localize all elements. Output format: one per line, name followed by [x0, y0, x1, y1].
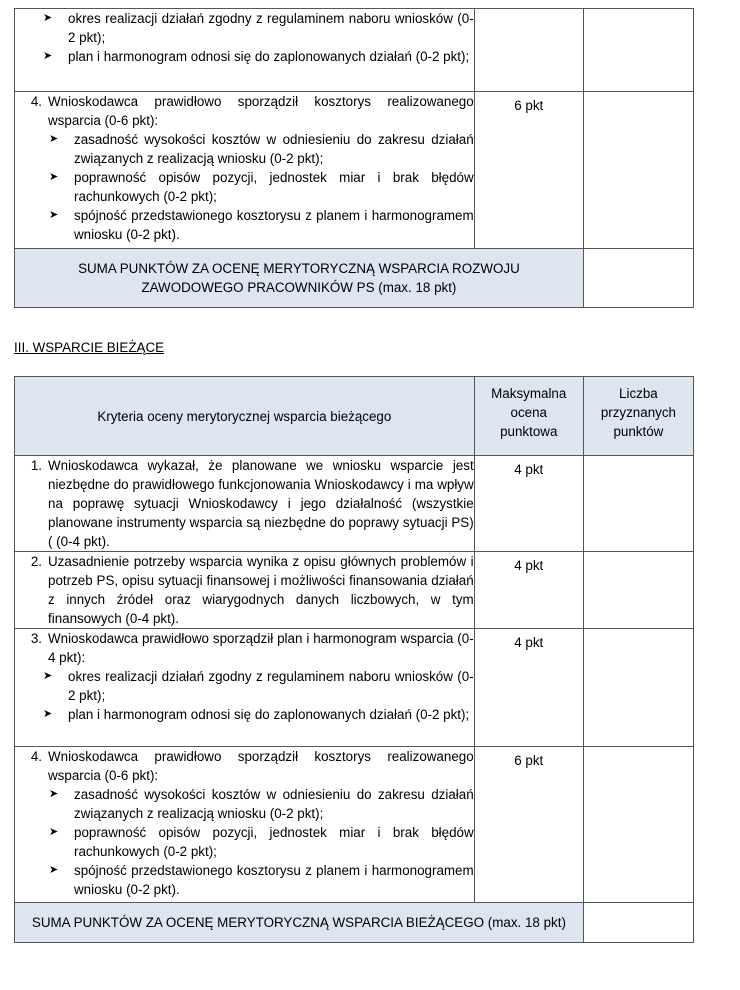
table-row: [15, 9, 694, 92]
list-item: [43, 667, 474, 705]
criterion-item: [15, 92, 474, 130]
awarded-points-cell[interactable]: [583, 629, 693, 747]
bullet-text: zasadność wysokości kosztów w odniesieniu do zakresu działań związanych z realizacją wniosku (0-2 pkt);: [74, 787, 474, 821]
bullet-text: plan i harmonogram odnosi się do zaplonowanych działań (0-2 pkt);: [68, 707, 470, 722]
table-row: [15, 92, 694, 249]
points-cell: 4 pkt: [474, 552, 583, 629]
criterion-item: [15, 747, 474, 785]
bullet-text: plan i harmonogram odnosi się do zaplonowanych działań (0-2 pkt);: [68, 49, 470, 64]
arrow-bullet-icon: ➤: [43, 12, 53, 24]
criteria-cell: [15, 629, 475, 747]
points-cell: 6 pkt: [474, 92, 583, 249]
criteria-cell: [15, 747, 475, 903]
criteria-table-current: [14, 376, 694, 943]
points-cell: 4 pkt: [474, 456, 583, 552]
header-max-points: [474, 377, 583, 456]
bullet-text: zasadność wysokości kosztów w odniesieniu do zakresu działań związanych z realizacją wniosku (0-2 pkt);: [74, 132, 474, 166]
sum-points-cell[interactable]: [583, 249, 693, 308]
item-number: 3.: [30, 631, 42, 646]
arrow-bullet-icon: ➤: [43, 50, 53, 62]
header-awarded-points: [583, 377, 693, 456]
bullet-text: poprawność opisów pozycji, jednostek miar i brak błędów rachunkowych (0-2 pkt);: [74, 825, 474, 859]
table-row: [15, 552, 694, 629]
list-item: [49, 823, 474, 861]
criterion-item: [15, 552, 474, 628]
arrow-bullet-icon: ➤: [43, 708, 53, 720]
criterion-item: [15, 456, 474, 551]
criterion-text: Uzasadnienie potrzeby wsparcia wynika z opisu głównych problemów i potrzeb PS, opisu sytuacji finansowej i możliwości finansowania działań z innych źródeł oraz wiarygodnych danych liczbowych, w tym finansowych (0-4 pkt).: [48, 554, 474, 626]
awarded-points-cell[interactable]: [583, 747, 693, 903]
header-row: [15, 377, 694, 456]
bullet-text: poprawność opisów pozycji, jednostek miar i brak błędów rachunkowych (0-2 pkt);: [74, 170, 474, 204]
list-item: [49, 861, 474, 899]
list-item: [43, 9, 474, 47]
section-title: III. WSPARCIE BIEŻĄCE: [14, 340, 165, 355]
criteria-cell: [15, 92, 475, 249]
bullet-text: spójność przedstawionego kosztorysu z planem i harmonogramem wniosku (0-2 pkt).: [74, 208, 474, 242]
criterion-text: Wnioskodawca wykazał, że planowane we wniosku wsparcie jest niezbędne do prawidłowego funkcjonowania Wnioskodawcy i ma wpływ na poprawę sytuacji Wnioskodawcy i jego działalność (wszystkie planowane instrumenty wsparcia są niezbędne do poprawy sytuacji PS) ( (0-4 pkt).: [48, 458, 474, 549]
points-cell: [474, 9, 583, 92]
list-item: [49, 206, 474, 244]
arrow-bullet-icon: ➤: [49, 171, 59, 183]
list-item: [43, 705, 474, 724]
arrow-bullet-icon: ➤: [43, 670, 53, 682]
header-awarded-text: Liczba przyznanych punktów: [600, 386, 676, 439]
arrow-bullet-icon: ➤: [49, 133, 59, 145]
sum-text: SUMA PUNKTÓW ZA OCENĘ MERYTORYCZNĄ WSPARCIA ROZWOJU ZAWODOWEGO PRACOWNIKÓW PS (max. 18 pkt): [78, 261, 520, 295]
table-row: [15, 747, 694, 903]
table-row: [15, 629, 694, 747]
header-criteria: Kryteria oceny merytorycznej wsparcia bieżącego: [15, 377, 475, 456]
bullet-text: spójność przedstawionego kosztorysu z planem i harmonogramem wniosku (0-2 pkt).: [74, 863, 474, 897]
awarded-points-cell[interactable]: [583, 92, 693, 249]
criterion-text: Wnioskodawca prawidłowo sporządził kosztorys realizowanego wsparcia (0-6 pkt):: [48, 94, 474, 128]
criteria-cell: [15, 9, 475, 92]
criteria-table-development: [14, 8, 694, 308]
points-cell: 6 pkt: [474, 747, 583, 903]
arrow-bullet-icon: ➤: [49, 209, 59, 221]
sum-row: [15, 903, 694, 943]
item-number: 1.: [30, 458, 42, 473]
sum-label: SUMA PUNKTÓW ZA OCENĘ MERYTORYCZNĄ WSPARCIA BIEŻĄCEGO (max. 18 pkt): [15, 903, 584, 943]
list-item: [49, 130, 474, 168]
bullet-text: okres realizacji działań zgodny z regulaminem naboru wniosków (0-2 pkt);: [68, 669, 474, 703]
sum-row: [15, 249, 694, 308]
item-number: 4.: [30, 94, 42, 109]
points-cell: 4 pkt: [474, 629, 583, 747]
criterion-text: Wnioskodawca prawidłowo sporządził kosztorys realizowanego wsparcia (0-6 pkt):: [48, 749, 474, 783]
criterion-item: [15, 629, 474, 667]
header-max-text: Maksymalna ocena punktowa: [491, 386, 567, 439]
list-item: [49, 785, 474, 823]
list-item: [49, 168, 474, 206]
criteria-cell: [15, 456, 475, 552]
arrow-bullet-icon: ➤: [49, 864, 59, 876]
item-number: 2.: [30, 554, 42, 569]
awarded-points-cell[interactable]: [583, 456, 693, 552]
sum-label: [15, 249, 584, 308]
item-number: 4.: [30, 749, 42, 764]
awarded-points-cell[interactable]: [583, 552, 693, 629]
bullet-text: okres realizacji działań zgodny z regulaminem naboru wniosków (0-2 pkt);: [68, 11, 474, 45]
arrow-bullet-icon: ➤: [49, 826, 59, 838]
table-row: [15, 456, 694, 552]
criterion-text: Wnioskodawca prawidłowo sporządził plan i harmonogram wsparcia (0-4 pkt):: [48, 631, 474, 665]
criteria-cell: [15, 552, 475, 629]
awarded-points-cell[interactable]: [583, 9, 693, 92]
arrow-bullet-icon: ➤: [49, 788, 59, 800]
sum-points-cell[interactable]: [583, 903, 693, 943]
list-item: [43, 47, 474, 66]
